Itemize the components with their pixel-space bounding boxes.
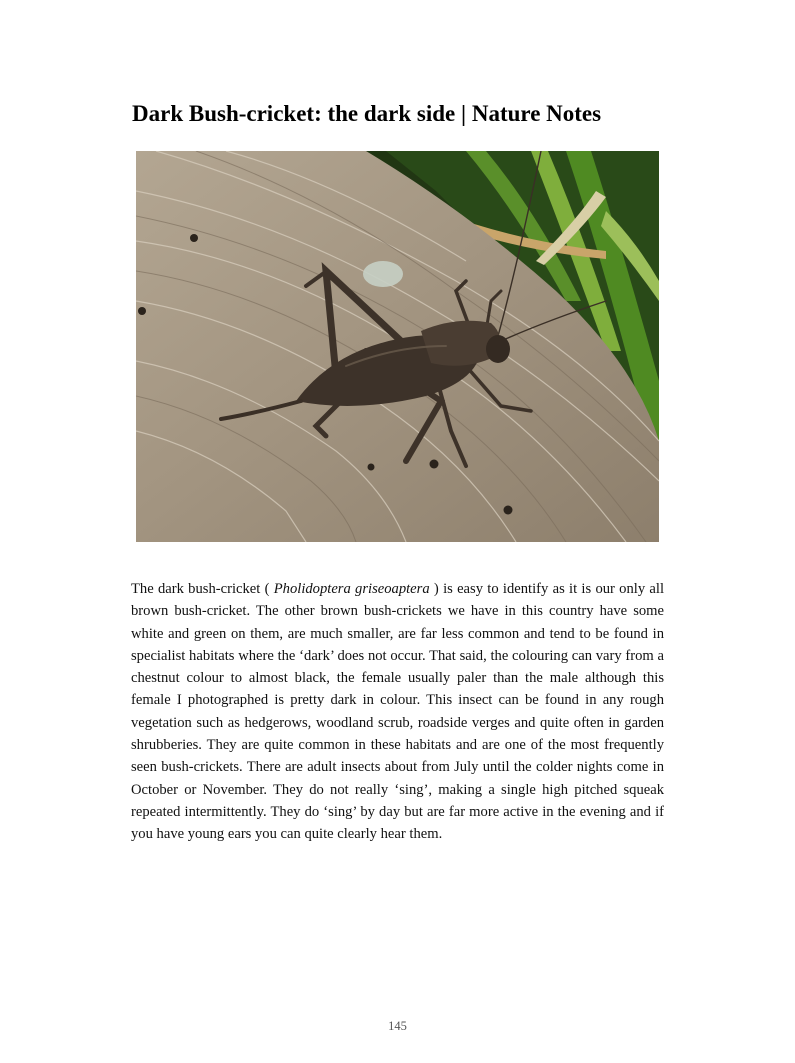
cricket-photo-illustration	[136, 151, 659, 542]
cricket-photo	[136, 151, 659, 542]
species-name: Pholidoptera griseoaptera	[273, 581, 430, 597]
page-number: 145	[388, 1019, 407, 1033]
article-text-body: ) is easy to identify as it is our only all brown bush-cricket. The other brown bush-crickets we have in this country have some white and green on them, are much smaller, are far less common and tend to be found in specialist habitats where the ‘dark’ does not occur. That said, the colouring can vary from a chestnut colour to almost black, the female usually paler than the male although this female I photographed is pretty dark in colour. This insect can be found in any rough vegetation such as hedgerows, woodland scrub, roadside verges and quite often in garden shrubberies. They are quite common in these habitats and are one of the most frequently seen bush-crickets. There are adult insects about from July until the colder nights come in October or November. They do not really ‘sing’, making a single high pitched squeak repeated intermittently. They do ‘sing’ by day but are far more active in the evening and if you have young ears you can quite clearly hear them.	[131, 581, 664, 843]
page-title: Dark Bush-cricket: the dark side | Nature Notes	[132, 101, 602, 126]
article-paragraph	[131, 578, 664, 846]
lichen-patch	[363, 261, 403, 287]
article-text-intro: The dark bush-cricket (	[131, 581, 274, 597]
